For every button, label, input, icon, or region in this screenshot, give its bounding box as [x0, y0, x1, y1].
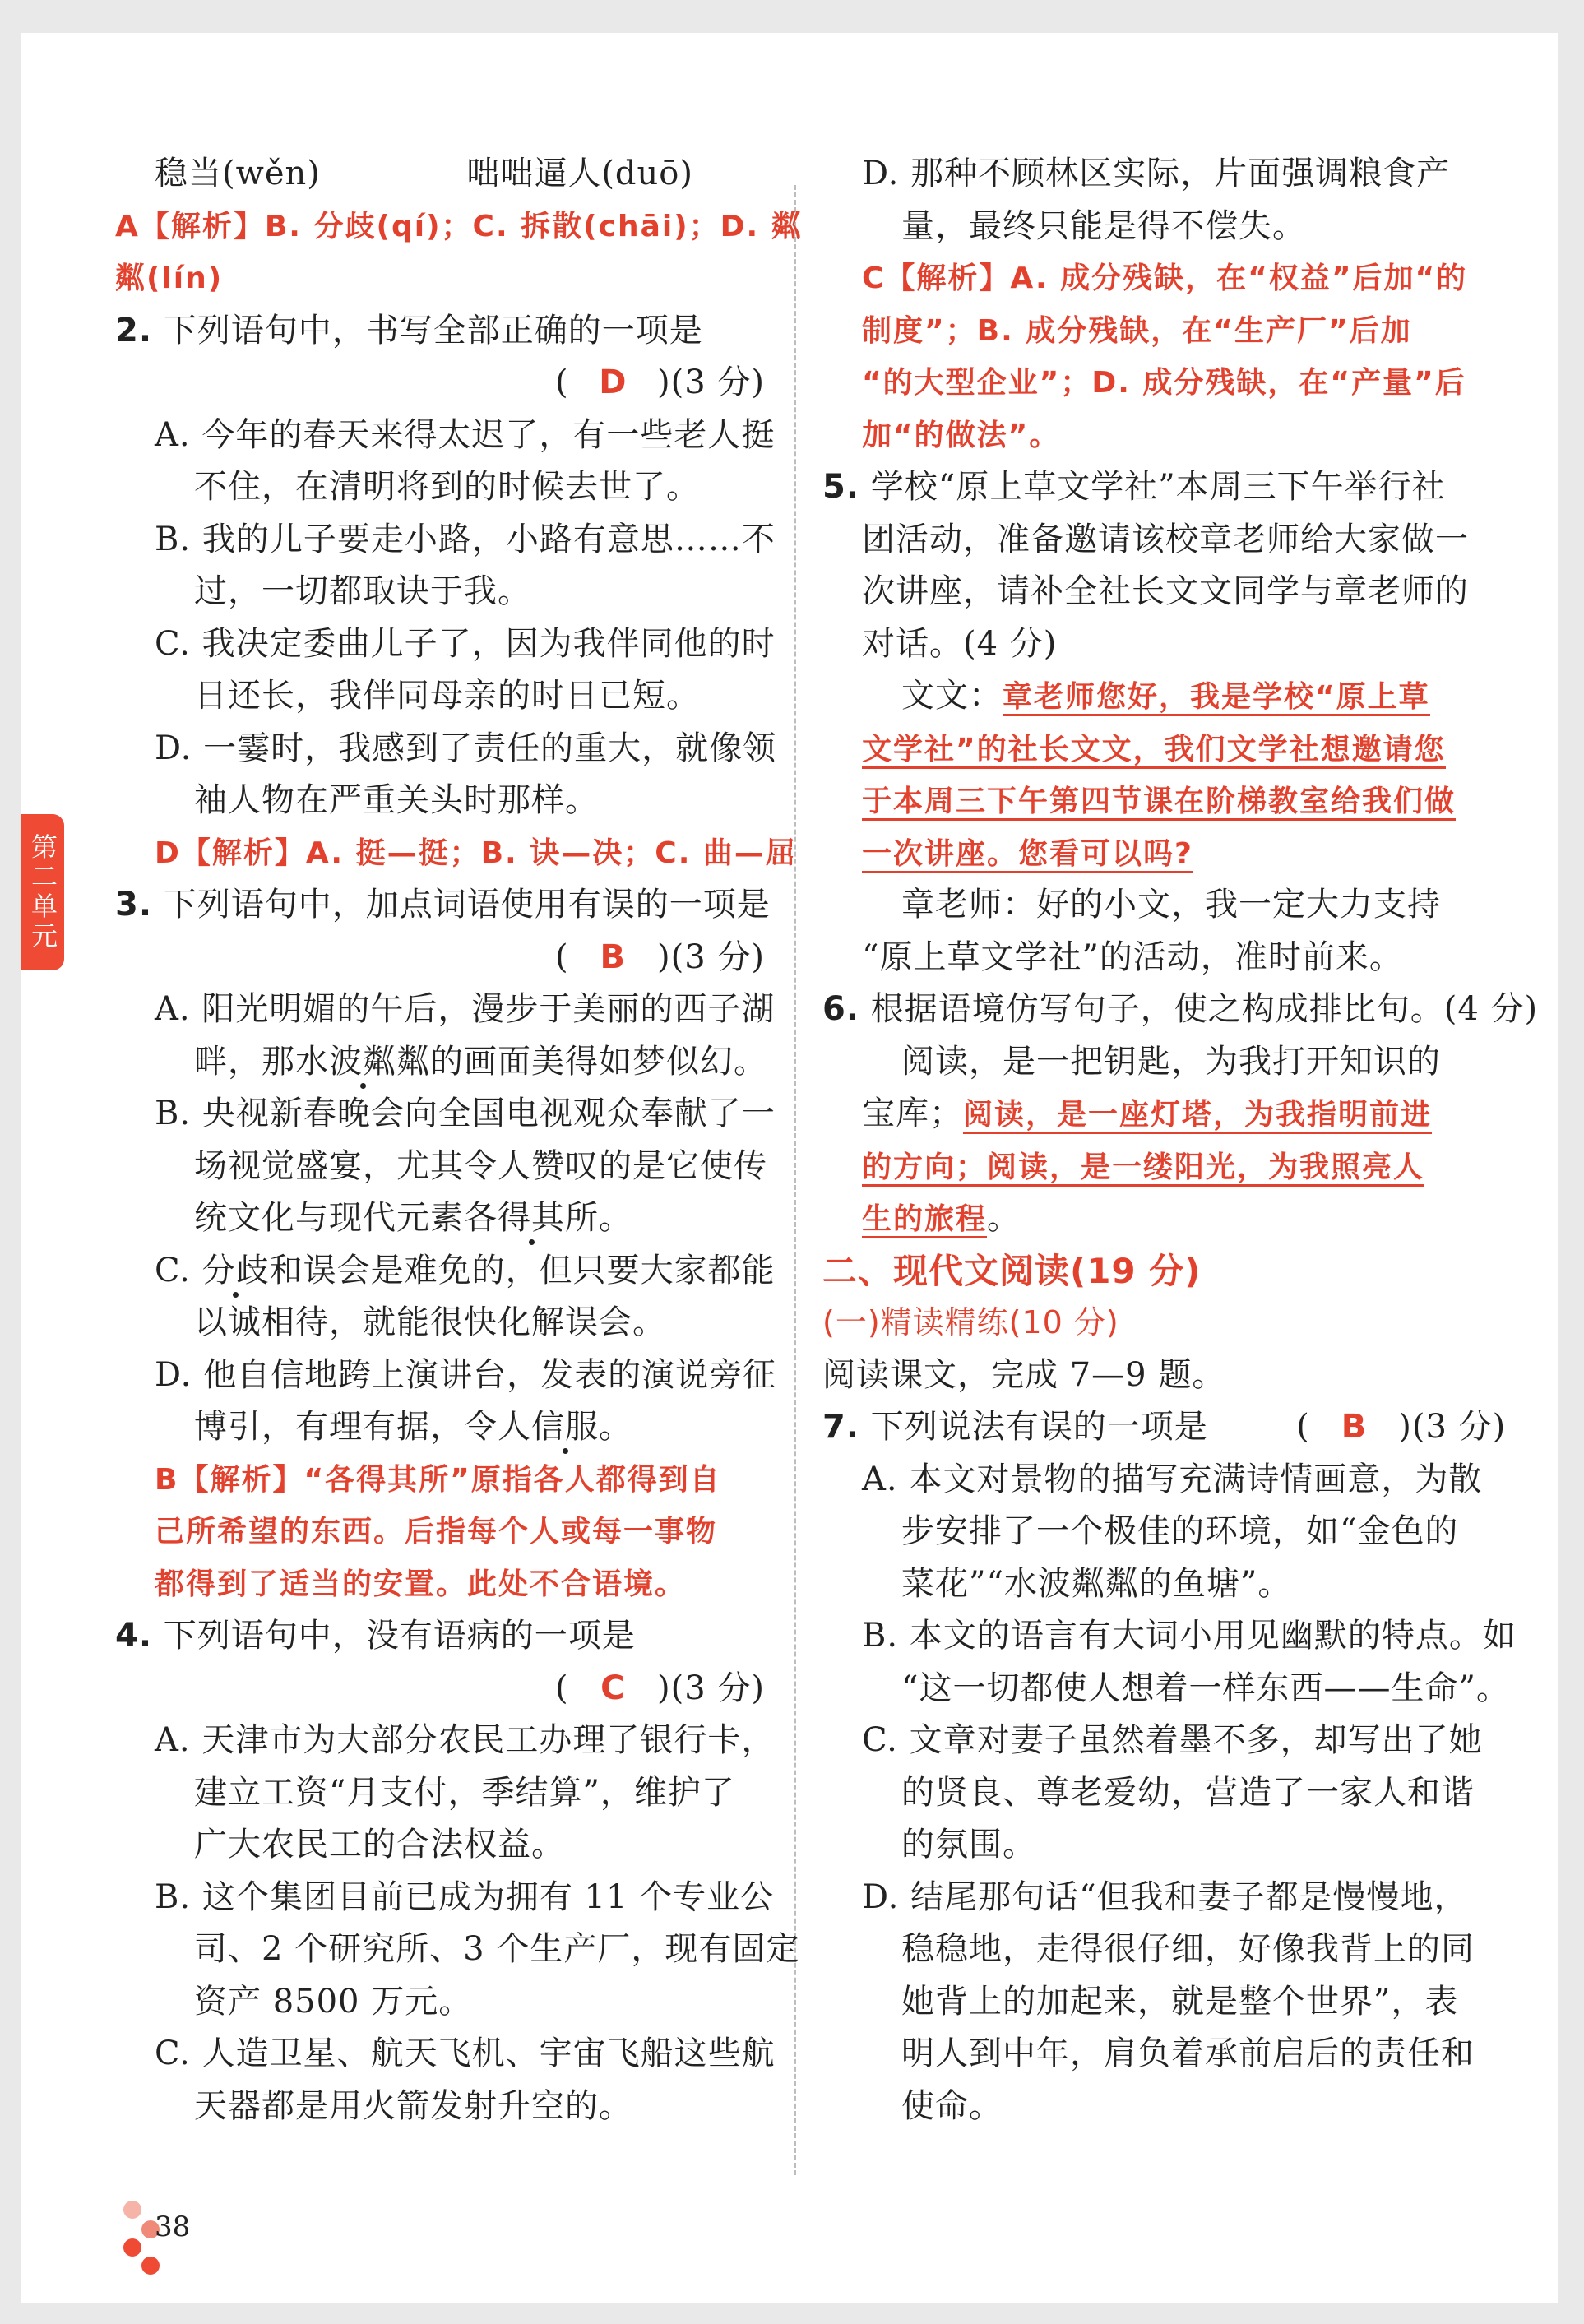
- q6-line-3: [822, 1141, 1480, 1193]
- left-column: [115, 148, 803, 2132]
- q5-stem-3: 次讲座，请补全社长文文同学与章老师的: [862, 572, 1469, 610]
- q2-option-a-2: 不住，在清明将到的时候去世了。: [194, 468, 700, 506]
- q4-paren-open: (: [554, 1669, 569, 1707]
- q5-answer-text: 于本周三下午第四节课在阶梯教室给我们做: [862, 785, 1456, 821]
- q7-option-a-3: 菜花”“水波粼粼的鱼塘”。: [901, 1564, 1292, 1603]
- text-span: 博引，有理有据，令人: [194, 1408, 531, 1446]
- q6-stem: [822, 984, 1539, 1036]
- pinyin-item-1: 稳当(wěn): [155, 155, 321, 192]
- q6-line-2: [822, 1088, 1480, 1141]
- text-span: 。: [599, 1408, 632, 1446]
- q6-line-4: [822, 1192, 1480, 1245]
- q3-explanation-1: B【解析】“各得其所”原指各人都得到自: [155, 1462, 721, 1497]
- q4-option-c-2: 天器都是用火箭发射升空的。: [194, 2086, 632, 2125]
- q5-answer-3: [822, 775, 1480, 827]
- q3-option-b-2: 场视觉盛宴，尤其令人赞叹的是它使传: [194, 1146, 767, 1185]
- q5-teacher-2: “原上草文学社”的活动，准时前来。: [862, 937, 1403, 976]
- text-span: 统文化与现代元素: [194, 1199, 464, 1237]
- column-divider: [794, 185, 796, 2175]
- q7-score: )(3 分): [1398, 1408, 1507, 1446]
- q2-paren-open: (: [554, 363, 569, 401]
- q6-answer-text: 生的旅程: [862, 1202, 987, 1238]
- q5-teacher-1: 章老师：好的小文，我一定大力支持: [901, 886, 1441, 924]
- q4-option-b-2: 司、2 个研究所、3 个生产厂，现有固定: [194, 1930, 800, 1968]
- text-span: 。: [599, 1199, 632, 1237]
- q7-option-a-1: A. 本文对景物的描写充满诗情画意，为散: [862, 1460, 1483, 1498]
- q5-answer-text: 文学社”的社长文文，我们文学社想邀请您: [862, 733, 1446, 769]
- unit-side-tab: 第二单元: [21, 814, 64, 970]
- q2-answer: D: [599, 363, 628, 401]
- text-span: C.: [155, 1251, 202, 1289]
- q1-explanation-line-2: 粼(lín): [115, 262, 224, 295]
- q4-option-b-3: 资产 8500 万元。: [194, 1982, 473, 2021]
- text-span: 和误会是难免的，但只要大家都能: [269, 1251, 776, 1289]
- q5-number: 5.: [822, 468, 860, 506]
- reading-instruction: 阅读课文，完成 7—9 题。: [822, 1355, 1226, 1394]
- q7-option-d-5: 使命。: [901, 2086, 1003, 2125]
- q5-answer-2: [822, 723, 1480, 775]
- q5-speaker-wenwen: 文文：: [901, 677, 1003, 715]
- q7-option-c-3: 的氛围。: [901, 1826, 1036, 1863]
- pinyin-item-2: 咄咄逼人(duō): [466, 155, 693, 192]
- q7-stem: [822, 1401, 1507, 1454]
- q2-option-c-2: 日还长，我伴同母亲的时日已短。: [194, 677, 700, 715]
- text-span: 的画面美得如梦似幻。: [430, 1042, 767, 1081]
- q6-line-1: 阅读，是一把钥匙，为我打开知识的: [901, 1042, 1441, 1081]
- decor-dot: [123, 2201, 141, 2219]
- q4-explanation-3: “的大型企业”；D. 成分残缺，在“产量”后: [862, 366, 1466, 400]
- q2-explanation: D【解析】A. 挺—挺；B. 诀—决；C. 曲—屈: [155, 836, 797, 870]
- dotted-phrase: 各得其所: [464, 1199, 599, 1237]
- q3-option-c-2: 以诚相待，就能很快化解误会。: [194, 1303, 666, 1341]
- q7-option-d-4: 明人到中年，肩负着承前启后的责任和: [901, 2035, 1475, 2072]
- q4-option-d-1: D. 那种不顾林区实际，片面强调粮食产: [862, 155, 1451, 192]
- decor-dot: [141, 2257, 160, 2275]
- dotted-phrase: 水波粼粼: [295, 1042, 430, 1081]
- right-column: [822, 148, 1539, 2132]
- q4-option-a-2: 建立工资“月支付，季结算”，维护了: [194, 1773, 735, 1812]
- q2-option-d-1: D. 一霎时，我感到了责任的重大，就像领: [155, 729, 777, 767]
- q5-answer-text: 一次讲座。您看可以吗?: [862, 837, 1193, 873]
- q4-option-b-1: B. 这个集团目前已成为拥有 11 个专业公: [155, 1877, 775, 1916]
- q5-answer-4: [822, 827, 1480, 880]
- q4-number: 4.: [115, 1617, 153, 1655]
- q7-text: 下列说法有误的一项是: [870, 1408, 1208, 1446]
- q3-option-a-1: A. 阳光明媚的午后，漫步于美丽的西子湖: [155, 990, 776, 1028]
- q4-explanation-4: 加“的做法”。: [862, 418, 1061, 452]
- q5-answer-1: [822, 670, 1480, 723]
- q2-option-a-1: A. 今年的春天来得太迟了，有一些老人挺: [155, 415, 776, 454]
- q3-score: )(3 分): [657, 937, 765, 976]
- q2-number: 2.: [115, 311, 153, 350]
- q6-text: 根据语境仿写句子，使之构成排比句。(4 分): [870, 990, 1539, 1028]
- q7-option-d-3: 她背上的加起来，就是整个世界”，表: [901, 1982, 1459, 2021]
- q4-text: 下列语句中，没有语病的一项是: [163, 1617, 636, 1655]
- q2-answer-line: [115, 357, 773, 410]
- q7-option-d-1: D. 结尾那句话“但我和妻子都是慢慢地，: [862, 1877, 1468, 1916]
- q4-option-d-2: 量，最终只能是得不偿失。: [901, 206, 1306, 245]
- q7-paren-open: (: [1296, 1408, 1310, 1446]
- q5-text-1: 学校“原上草文学社”本周三下午举行社: [870, 468, 1446, 506]
- q5-stem-4: 对话。(4 分): [862, 624, 1058, 663]
- q3-text: 下列语句中，加点词语使用有误的一项是: [163, 886, 771, 924]
- q7-answer: B: [1341, 1408, 1368, 1446]
- dotted-phrase: 分歧: [201, 1251, 270, 1289]
- text-span: 宝库；: [862, 1095, 963, 1132]
- q3-option-c-1: [115, 1245, 776, 1298]
- q3-number: 3.: [115, 886, 153, 924]
- q7-number: 7.: [822, 1408, 860, 1446]
- q2-option-b-2: 过，一切都取诀于我。: [194, 572, 531, 610]
- text-span: 。: [987, 1199, 1021, 1237]
- q7-option-c-1: C. 文章对妻子虽然着墨不多，却写出了她: [862, 1721, 1483, 1759]
- q4-answer-line: [115, 1663, 773, 1715]
- q3-paren-open: (: [554, 937, 569, 976]
- q5-stem-1: [822, 461, 1480, 514]
- q1-explanation-line-1: A【解析】B. 分歧(qí)；C. 拆散(chāi)；D. 粼: [115, 209, 803, 243]
- q5-answer-text: 章老师您好，我是学校“原上草: [1003, 680, 1430, 716]
- q2-text: 下列语句中，书写全部正确的一项是: [163, 311, 703, 350]
- q7-option-b-1: B. 本文的语言有大词小用见幽默的特点。如: [862, 1617, 1517, 1655]
- q7-option-c-2: 的贤良、尊老爱幼，营造了一家人和谐: [901, 1773, 1475, 1812]
- q3-option-d-2: [115, 1401, 773, 1454]
- q7-option-d-2: 稳稳地，走得很仔细，好像我背上的同: [901, 1930, 1475, 1968]
- q7-option-b-2: “这一切都使人想着一样东西——生命”。: [901, 1669, 1510, 1707]
- q3-option-b-3: [115, 1192, 773, 1245]
- q3-answer-line: [115, 932, 773, 984]
- q6-number: 6.: [822, 990, 860, 1028]
- dotted-phrase: 信服: [531, 1408, 599, 1446]
- q4-option-a-3: 广大农民工的合法权益。: [194, 1826, 565, 1863]
- q4-stem: [115, 1610, 773, 1663]
- q7-option-a-2: 步安排了一个极佳的环境，如“金色的: [901, 1512, 1459, 1550]
- section-heading-modern-reading: 二、现代文阅读(19 分): [822, 1250, 1202, 1291]
- q2-stem: [115, 305, 773, 358]
- q6-answer-text: 的方向；阅读，是一缕阳光，为我照亮人: [862, 1150, 1424, 1187]
- q3-stem: [115, 879, 773, 932]
- text-span: 畔，那: [194, 1042, 295, 1081]
- q4-score: )(3 分): [657, 1669, 765, 1707]
- q4-explanation-1: C【解析】A. 成分残缺，在“权益”后加“的: [862, 262, 1468, 295]
- q3-option-d-1: D. 他自信地跨上演讲台，发表的演说旁征: [155, 1355, 777, 1394]
- q4-explanation-2: 制度”；B. 成分残缺，在“生产厂”后加: [862, 313, 1412, 348]
- q2-option-c-1: C. 我决定委曲儿子了，因为我伴同他的时: [155, 624, 776, 663]
- q2-score: )(3 分): [657, 363, 765, 401]
- q4-answer: C: [600, 1669, 626, 1707]
- q3-option-a-2: [115, 1036, 773, 1089]
- subsection-heading: (一)精读精练(10 分): [822, 1304, 1119, 1340]
- q2-option-b-1: B. 我的儿子要走小路，小路有意思……不: [155, 520, 776, 558]
- q3-option-b-1: B. 央视新春晚会向全国电视观众奉献了一: [155, 1095, 776, 1132]
- q4-option-c-1: C. 人造卫星、航天飞机、宇宙飞船这些航: [155, 2035, 776, 2072]
- q5-stem-2: 团活动，准备邀请该校章老师给大家做一: [862, 520, 1469, 558]
- q4-option-a-1: A. 天津市为大部分农民工办理了银行卡，: [155, 1721, 776, 1759]
- page-number: 38: [155, 2211, 191, 2243]
- q6-answer-text: 阅读，是一座灯塔，为我指明前进: [963, 1098, 1432, 1134]
- decor-dot: [123, 2238, 141, 2257]
- q3-explanation-3: 都得到了适当的安置。此处不合语境。: [155, 1567, 687, 1601]
- q3-answer: B: [600, 937, 627, 976]
- q2-option-d-2: 袖人物在严重关头时那样。: [194, 781, 599, 819]
- pinyin-line: [115, 148, 773, 201]
- q3-explanation-2: 己所希望的东西。后指每个人或每一事物: [155, 1515, 718, 1549]
